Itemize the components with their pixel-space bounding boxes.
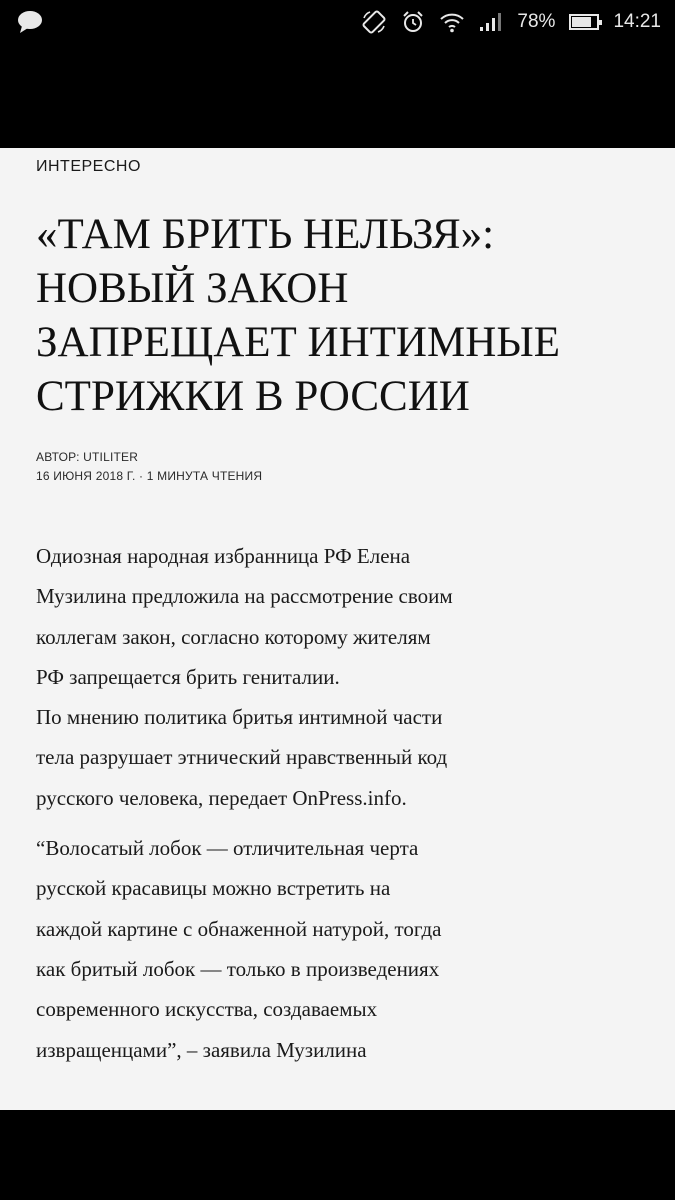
bottom-black-bar [0, 1110, 675, 1200]
alarm-clock-icon [401, 10, 425, 34]
signal-strength-icon [479, 12, 503, 32]
screen-rotation-icon [361, 9, 387, 35]
text-line: как бритый лобок — только в произведениях [36, 956, 440, 981]
battery-percent: 78% [517, 11, 556, 32]
text-line: каждой картине с обнаженной натурой, тогда [36, 916, 442, 941]
article-category[interactable]: ИНТЕРЕСНО [36, 158, 141, 175]
text-line: “Волосатый лобок — отличительная черта [36, 836, 419, 861]
headline-line: ЗАПРЕЩАЕТ ИНТИМНЫЕ [36, 319, 561, 366]
headline-line: СТРИЖКИ В РОССИИ [36, 373, 470, 420]
text-line: Музилина предложила на рассмотрение своим [36, 584, 453, 609]
text-line: современного искусства, создаваемых [36, 997, 378, 1022]
article-body [36, 536, 646, 1070]
clock: 14:21 [613, 11, 661, 32]
wifi-icon [439, 11, 465, 33]
text-line: извращенцами”, – заявила Музилина [36, 1037, 367, 1062]
article-author[interactable]: АВТОР: UTILITER [36, 450, 139, 464]
text-line: тела разрушает этнический нравственный код [36, 745, 448, 770]
status-bar [0, 0, 675, 44]
text-line: коллегам закон, согласно которому жителям [36, 624, 431, 649]
text-line: По мнению политика бритья интимной части [36, 705, 443, 730]
article-paragraph-1 [36, 536, 646, 818]
text-line: Одиозная народная избранница РФ Елена [36, 544, 411, 568]
article-date-readtime: 16 ИЮНЯ 2018 Г. · 1 МИНУТА ЧТЕНИЯ [36, 469, 263, 483]
article-paragraph-2 [36, 828, 646, 1070]
text-line: РФ запрещается брить гениталии. [36, 664, 340, 689]
article-card [0, 148, 675, 1110]
text-line: русского человека, передает OnPress.info. [36, 785, 407, 810]
text-line: русской красавицы можно встретить на [36, 876, 391, 901]
chat-notification-icon [16, 10, 44, 34]
battery-icon [569, 14, 599, 30]
article-headline [36, 208, 646, 424]
headline-line: «ТАМ БРИТЬ НЕЛЬЗЯ»: [36, 211, 495, 258]
headline-line: НОВЫЙ ЗАКОН [36, 265, 349, 312]
article-meta [36, 448, 262, 486]
